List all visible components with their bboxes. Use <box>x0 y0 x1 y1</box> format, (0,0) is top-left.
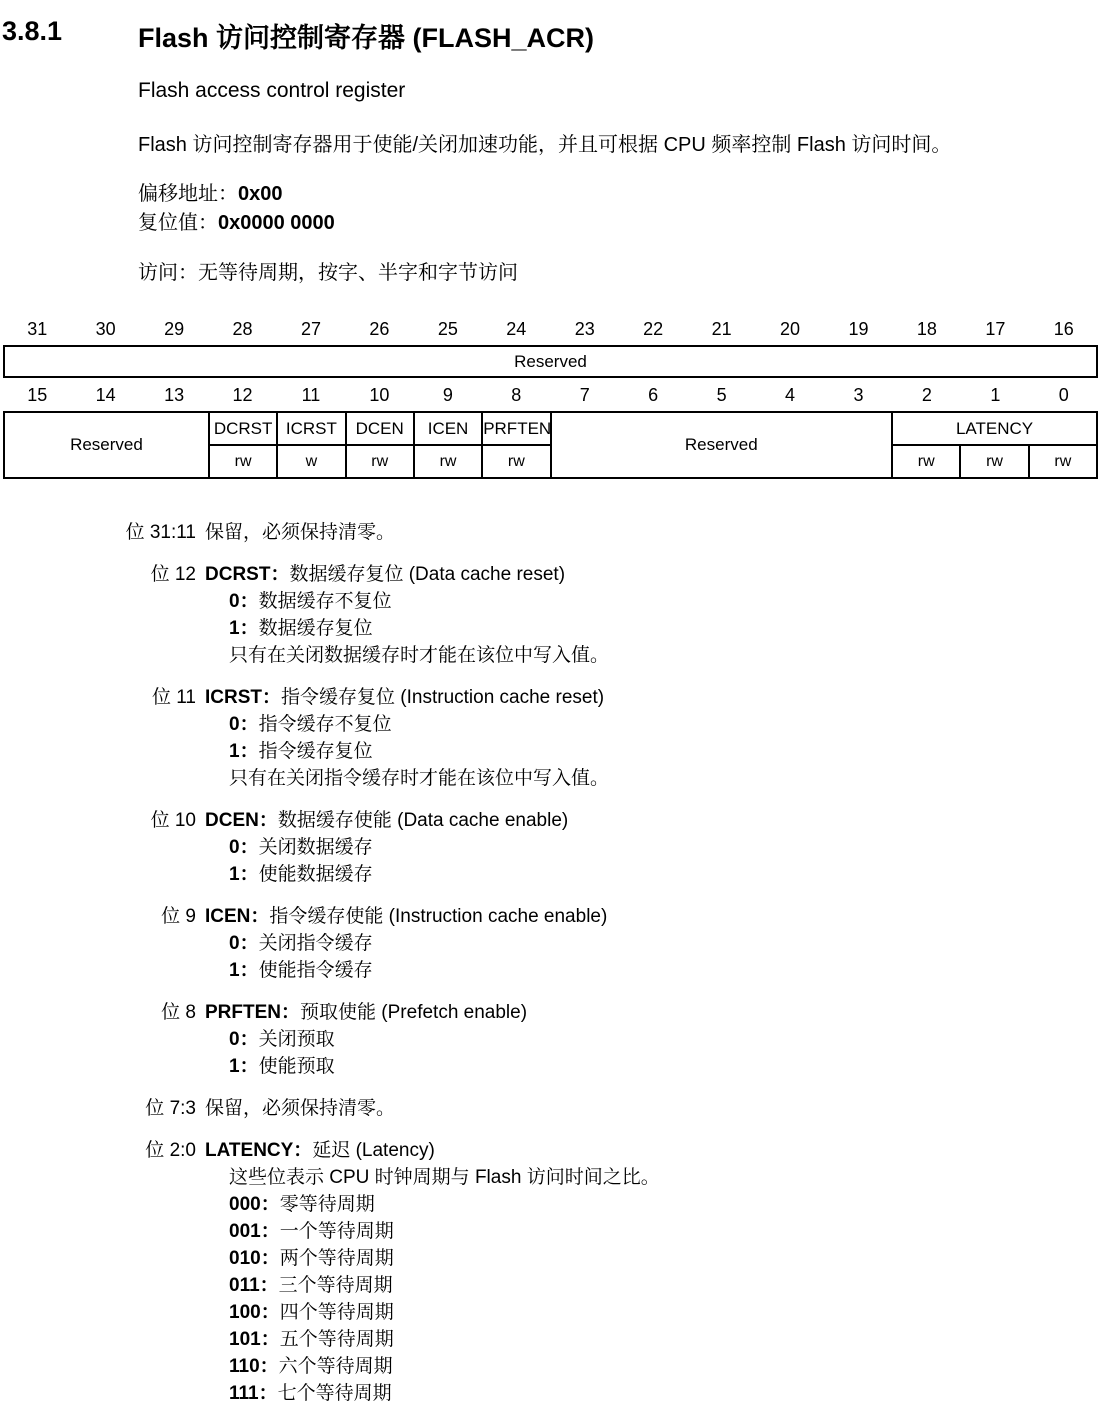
bit-number: 21 <box>711 319 732 339</box>
bit-value-line: 010：两个等待周期 <box>229 1248 394 1269</box>
value-code: 1： <box>229 864 259 885</box>
section-number: 3.8.1 <box>2 16 63 46</box>
page-title: Flash 访问控制寄存器 (FLASH_ACR) <box>138 23 595 53</box>
bit-description-title: DCEN：数据缓存使能 (Data cache enable) <box>205 810 569 831</box>
value-code: 0： <box>229 1029 259 1050</box>
bit-description-content <box>205 999 527 1080</box>
register-bit-table <box>3 319 1098 479</box>
bit-value-line: 100：四个等待周期 <box>229 1302 394 1323</box>
value-code: 0： <box>229 714 259 735</box>
bit-description-entry <box>0 519 1108 546</box>
bit-number: 14 <box>95 385 116 405</box>
bit-description-content <box>205 684 609 792</box>
bit-value-line: 110：六个等待周期 <box>229 1356 393 1377</box>
bit-number: 27 <box>300 319 321 339</box>
bit-value-line: 只有在关闭数据缓存时才能在该位中写入值。 <box>229 645 610 666</box>
bit-number: 25 <box>437 319 458 339</box>
bit-description-content <box>205 519 395 546</box>
bit-value-line: 000：零等待周期 <box>229 1194 375 1215</box>
bit-range-label: 位 12 <box>150 564 196 585</box>
field-access: w <box>277 445 345 478</box>
value-code: 101： <box>229 1329 280 1350</box>
bit-value-line: 0：关闭指令缓存 <box>229 933 373 954</box>
field-access: rw <box>346 445 414 478</box>
value-code: 0： <box>229 837 259 858</box>
bit-description-title: DCRST：数据缓存复位 (Data cache reset) <box>205 564 566 585</box>
bit-value-line: 只有在关闭指令缓存时才能在该位中写入值。 <box>229 768 610 789</box>
field-icrst: ICRST <box>277 412 345 445</box>
bit-value-line: 111：七个等待周期 <box>229 1383 392 1404</box>
field-icen: ICEN <box>414 412 482 445</box>
reset-value-line <box>138 209 1108 238</box>
bit-number: 1 <box>990 385 1001 405</box>
bit-description-content <box>205 903 607 984</box>
field-access: rw <box>209 445 277 478</box>
field-access: rw <box>892 445 960 478</box>
bit-value-line: 1：使能预取 <box>229 1056 335 1077</box>
value-code: 111： <box>229 1383 278 1404</box>
field-name: DCRST： <box>205 564 290 585</box>
bit-number: 19 <box>848 319 869 339</box>
value-code: 000： <box>229 1194 280 1215</box>
bit-value-line: 这些位表示 CPU 时钟周期与 Flash 访问时间之比。 <box>229 1167 660 1188</box>
bit-descriptions <box>0 519 1108 1407</box>
bit-description-title: 保留，必须保持清零。 <box>205 522 396 543</box>
bit-value-line: 0：关闭数据缓存 <box>229 837 373 858</box>
bit-number: 8 <box>511 385 522 405</box>
bit-range-label: 位 31:11 <box>125 522 196 543</box>
bit-number: 5 <box>716 385 727 405</box>
value-code: 1： <box>229 741 259 762</box>
value-code: 1： <box>229 960 259 981</box>
bit-value-line: 0：指令缓存不复位 <box>229 714 392 735</box>
field-reserved: Reserved <box>4 412 209 478</box>
field-name: ICEN： <box>205 906 270 927</box>
field-latency: LATENCY <box>892 412 1097 445</box>
bit-number: 26 <box>369 319 390 339</box>
value-code: 011： <box>229 1275 279 1296</box>
offset-address-label: 偏移地址： <box>138 183 238 205</box>
bit-range-label: 位 7:3 <box>145 1098 196 1119</box>
bit-description-title: PRFTEN：预取使能 (Prefetch enable) <box>205 1002 528 1023</box>
value-code: 001： <box>229 1221 280 1242</box>
bit-value-line: 1：指令缓存复位 <box>229 741 373 762</box>
bit-description-entry <box>0 999 1108 1080</box>
bit-number: 7 <box>579 385 590 405</box>
bit-number: 11 <box>301 385 321 405</box>
bit-number: 29 <box>164 319 185 339</box>
value-code: 0： <box>229 591 259 612</box>
value-code: 0： <box>229 933 259 954</box>
bit-description-entry <box>0 684 1108 792</box>
bit-value-line: 011：三个等待周期 <box>229 1275 393 1296</box>
bit-description-entry <box>0 903 1108 984</box>
bit-description-content <box>205 807 568 888</box>
bit-description-content <box>205 1137 660 1407</box>
bit-number: 31 <box>27 319 48 339</box>
address-block <box>138 180 1108 238</box>
field-reserved: Reserved <box>551 412 893 478</box>
value-code: 1： <box>229 618 259 639</box>
register-subtitle: Flash access control register <box>138 79 406 102</box>
low-bits-row <box>3 385 1098 411</box>
offset-address-line <box>138 180 1108 209</box>
bit-description-content <box>205 561 609 669</box>
bit-value-line: 001：一个等待周期 <box>229 1221 394 1242</box>
bit-number: 9 <box>442 385 453 405</box>
field-name: LATENCY： <box>205 1140 313 1161</box>
bit-value-line: 1：使能数据缓存 <box>229 864 373 885</box>
bit-range-label: 位 9 <box>161 906 196 927</box>
bit-number: 22 <box>643 319 664 339</box>
bit-number: 17 <box>985 319 1006 339</box>
bit-description-title: ICEN：指令缓存使能 (Instruction cache enable) <box>205 906 608 927</box>
field-access: rw <box>414 445 482 478</box>
reset-value-value: 0x0000 0000 <box>218 212 335 234</box>
field-access: rw <box>960 445 1028 478</box>
bit-description-entry <box>0 1137 1108 1407</box>
bit-number: 15 <box>27 385 48 405</box>
bit-number: 10 <box>369 385 390 405</box>
bit-description-content <box>205 1095 395 1122</box>
bit-number: 24 <box>506 319 527 339</box>
field-access: rw <box>482 445 550 478</box>
bit-number: 13 <box>164 385 185 405</box>
field-name-row <box>4 412 1097 445</box>
bit-value-line: 0：关闭预取 <box>229 1029 335 1050</box>
value-code: 100： <box>229 1302 280 1323</box>
value-code: 110： <box>229 1356 279 1377</box>
bit-number: 6 <box>648 385 659 405</box>
bit-value-line: 101：五个等待周期 <box>229 1329 394 1350</box>
bit-range-label: 位 8 <box>161 1002 196 1023</box>
bit-number: 18 <box>916 319 937 339</box>
reset-value-label: 复位值： <box>138 212 218 234</box>
bit-value-line: 0：数据缓存不复位 <box>229 591 392 612</box>
field-dcrst: DCRST <box>209 412 277 445</box>
bit-description-entry <box>0 1095 1108 1122</box>
low-fields-table <box>3 411 1098 479</box>
bit-number: 4 <box>785 385 796 405</box>
section-heading <box>0 16 1108 55</box>
bit-number: 2 <box>921 385 932 405</box>
bit-description-title: ICRST：指令缓存复位 (Instruction cache reset) <box>205 687 605 708</box>
value-code: 1： <box>229 1056 259 1077</box>
bit-range-label: 位 10 <box>150 810 196 831</box>
field-dcen: DCEN <box>346 412 414 445</box>
bit-number: 12 <box>232 385 253 405</box>
access-line: 访问：无等待周期，按字、半字和字节访问 <box>138 262 518 284</box>
field-name: PRFTEN： <box>205 1002 301 1023</box>
offset-address-value: 0x00 <box>238 183 283 205</box>
bit-description-title: 保留，必须保持清零。 <box>205 1098 396 1119</box>
bit-description-title: LATENCY：延迟 (Latency) <box>205 1140 435 1161</box>
bit-number: 28 <box>232 319 253 339</box>
bit-number: 30 <box>95 319 116 339</box>
bit-description-entry <box>0 807 1108 888</box>
value-code: 010： <box>229 1248 280 1269</box>
high-reserved-field: Reserved <box>3 345 1098 378</box>
high-bits-row <box>3 319 1098 345</box>
bit-range-label: 位 2:0 <box>145 1140 196 1161</box>
register-description: Flash 访问控制寄存器用于使能/关闭加速功能，并且可根据 CPU 频率控制 Flash 访问时间。 <box>138 134 952 156</box>
field-name: DCEN： <box>205 810 278 831</box>
bit-number: 20 <box>780 319 801 339</box>
bit-number: 3 <box>853 385 864 405</box>
field-prften: PRFTEN <box>482 412 550 445</box>
bit-value-line: 1：使能指令缓存 <box>229 960 373 981</box>
bit-number: 16 <box>1053 319 1074 339</box>
bit-number: 23 <box>574 319 595 339</box>
field-access: rw <box>1029 445 1097 478</box>
field-name: ICRST： <box>205 687 282 708</box>
bit-range-label: 位 11 <box>151 687 196 708</box>
bit-value-line: 1：数据缓存复位 <box>229 618 373 639</box>
bit-description-entry <box>0 561 1108 669</box>
bit-number: 0 <box>1058 385 1069 405</box>
